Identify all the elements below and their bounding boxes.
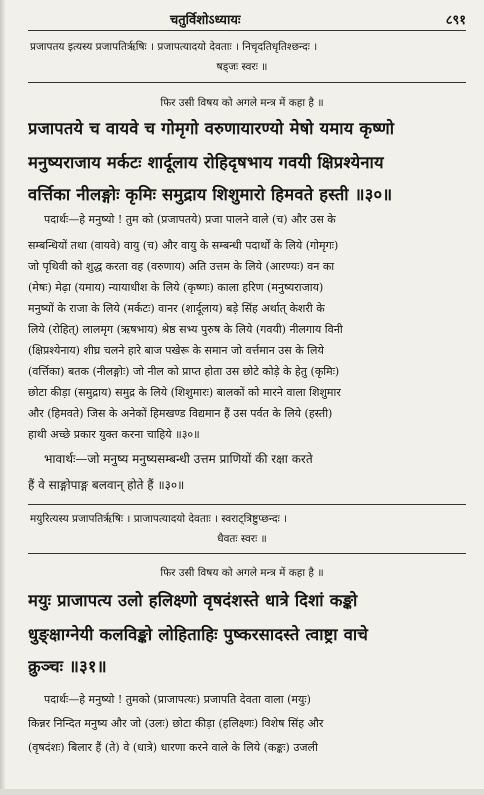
- mantra-line: वर्त्तिका नीलङ्गोः कृमिः समुद्राय शिशुमारो हिमवते हस्ती ॥३०॥: [28, 185, 393, 204]
- padartha-line: और (हिमवते) जिस के अनेकों हिमखण्ड विद्यमान हैं उस पर्वत के लिये (हस्ती): [28, 407, 333, 420]
- padartha-line: सम्बन्धियों तथा (वायवे) वायु (च) और वायु के सम्बन्धी पदार्थों के लिये (गोमृगः): [28, 239, 339, 252]
- section-rule: [28, 82, 466, 83]
- padartha-line: पदार्थः—हे मनुष्यो ! तुमको (प्राजापत्यः) प्रजापति देवता वाला (मयुः): [44, 693, 311, 706]
- section-rule: [28, 504, 466, 505]
- padartha-line: छोटा कीड़ा (समुद्राय) समुद्र के लिये (शिशुमारः) बालकों को मारने वाला शिशुमार: [28, 386, 341, 399]
- mantra-line: धुङ्क्षाग्नेयी कलविङ्को लोहिताहिः पुष्करसादस्ते त्वाष्ट्रा वाचे: [28, 625, 369, 644]
- mantra-line: मनुष्यराजाय मर्कटः शार्दूलाय रोहिदृषभाय गवयी क्षिप्रश्येनाय: [28, 153, 384, 172]
- rishi-devata-line: प्रजापतय इत्यस्य प्रजापतिर्ऋषिः । प्रजापत्यादयो देवताः । निचृदतिधृतिश्छन्दः ।: [30, 41, 318, 53]
- padartha-line: जो पृथिवी को शुद्ध करता वह (वरुणाय) अति उत्तम के लिये (आरण्यः) वन का: [28, 260, 335, 273]
- chapter-title: चतुर्विशोऽध्यायः: [170, 13, 241, 28]
- swara-line: षड्जः स्वरः ॥: [216, 61, 268, 73]
- padartha-line: किन्नर निन्दित मनुष्य और जो (उलः) छोटा कीड़ा (हलिक्ष्णः) विशेष सिंह और: [28, 717, 324, 730]
- padartha-line: लिये (रोहित्) लालमृग (ऋषभाय) श्रेष्ठ सभ्य पुरुष के लिये (गवयी) नीलगाय विनी: [28, 323, 343, 336]
- page-number: ८९१: [445, 13, 466, 28]
- padartha-line: (मेषः) मेढ़ा (यमाय) न्यायाधीश के लिये (कृष्णः) काला हरिण (मनुष्यराजाय): [28, 281, 324, 294]
- bhavartha-line: हैं वे साङ्गोपाङ्ग बलवान् होते हैं ॥३०॥: [28, 478, 185, 492]
- mantra-line: प्रजापतये च वायवे च गोमृगो वरुणायारण्यो मेषो यमाय कृष्णो: [28, 119, 395, 138]
- padartha-line: (क्षिप्रश्येनाय) शीघ्र चलने हारे बाज पखेरू के समान जो वर्त्तमान उस के लिये: [28, 344, 324, 357]
- padartha-line: पदार्थः—हे मनुष्यो ! तुम को (प्रजापतये) प्रजा पालने वाले (च) और उस के: [44, 213, 336, 226]
- header-rule: [28, 30, 466, 31]
- bhavartha-line: भावार्थः—जो मनुष्य मनुष्यसम्बन्धी उत्तम प्राणियों की रक्षा करते: [44, 452, 313, 466]
- padartha-line: मनुष्यों के राजा के लिये (मर्कटः) वानर (शार्दूलाय) बड़े सिंह अर्थात् केशरी के: [28, 302, 325, 315]
- mantra-line: मयुः प्राजापत्य उलो हलिक्ष्णो वृषदंशस्ते धात्रे दिशां कङ्को: [28, 591, 358, 610]
- swara-line: धैवतः स्वरः ॥: [217, 533, 267, 545]
- intro-line: फिर उसी विषय को अगले मन्त्र में कहा है ॥: [160, 97, 324, 109]
- padartha-line: (वृषदंशः) बिलार हैं (ते) वे (धात्रे) धारणा करने वाले के लिये (कङ्कः) उजली: [28, 741, 318, 754]
- mantra-line: क्रुञ्चः ॥३१॥: [28, 657, 107, 676]
- padartha-line: (वर्त्तिका) बतक (नीलङ्गोः) जो नील को प्राप्त होता उस छोटे कोड़े के हेतु (कृमिः): [28, 365, 340, 378]
- page-bottom-edge: [0, 789, 484, 795]
- intro-line: फिर उसी विषय को अगले मन्त्र में कहा है ॥: [160, 567, 324, 579]
- section-rule: [28, 553, 466, 554]
- page-header: [0, 4, 484, 30]
- rishi-devata-line: मयुरित्यस्य प्रजापतिर्ऋषिः । प्राजापत्यादयो देवताः । स्वराट्त्रिष्टुप्छन्दः ।: [30, 513, 288, 525]
- padartha-line: हाथी अच्छे प्रकार युक्त करना चाहिये ॥३०॥: [28, 428, 200, 441]
- page-binding-shadow: [0, 0, 6, 795]
